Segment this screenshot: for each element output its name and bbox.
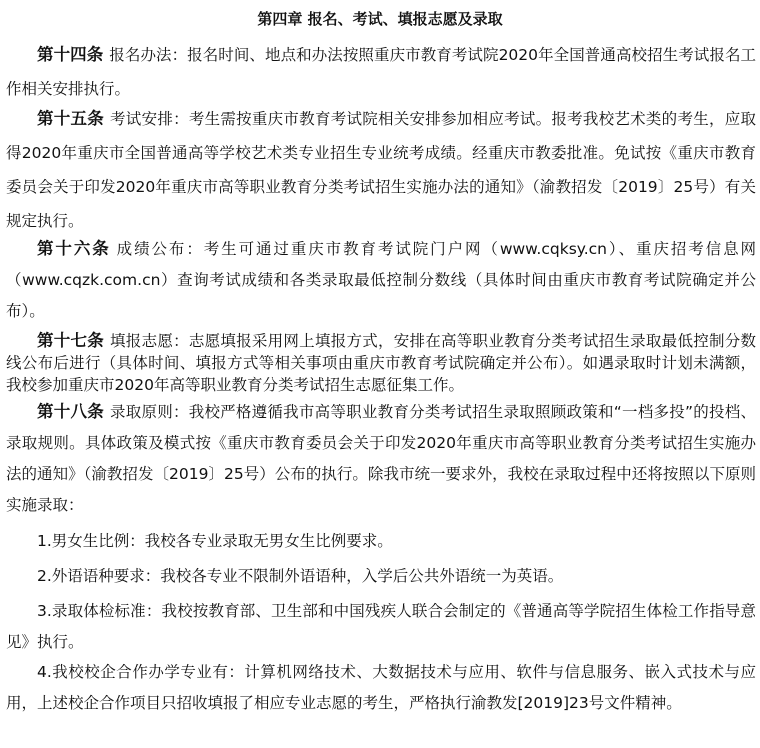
article-number: 第十六条 [37, 239, 111, 258]
article-text: 考试安排：考生需按重庆市教育考试院相关安排参加相应考试。报考我校艺术类的考生，应取得2020年重庆市全国普通高等学校艺术类专业招生专业统考成绩。经重庆市教委批准。免试按《重庆市教育委员会关于印发2020年重庆市高等职业教育分类考试招生实施办法的通知》（渝教招发〔2019〕25号）有关规定执行。 [6, 110, 756, 230]
chapter-title: 第四章 报名、考试、填报志愿及录取 [257, 10, 503, 28]
article-16 [6, 233, 756, 327]
article-text: 成绩公布：考生可通过重庆市教育考试院门户网（www.cqksy.cn）、重庆招考信息网（www.cqzk.com.cn）查询考试成绩和各类录取最低控制分数线（具体时间由重庆市教育考试院确定并公布）。 [6, 240, 757, 320]
item-text: 2.外语语种要求：我校各专业不限制外语语种，入学后公共外语统一为英语。 [37, 567, 564, 585]
article-text: 报名办法：报名时间、地点和办法按照重庆市教育考试院2020年全国普通高校招生考试报名工作相关安排执行。 [6, 46, 757, 98]
item-text: 4.我校校企合作办学专业有：计算机网络技术、大数据技术与应用、软件与信息服务、嵌入式技术与应用，上述校企合作项目只招收填报了相应专业志愿的考生，严格执行渝教发[2019]23号文件精神。 [6, 663, 756, 712]
article-14 [6, 38, 756, 106]
item-text: 1.男女生比例：我校各专业录取无男女生比例要求。 [37, 532, 393, 550]
article-text: 填报志愿：志愿填报采用网上填报方式，安排在高等职业教育分类考试招生录取最低控制分数线公布后进行（具体时间、填报方式等相关事项由重庆市教育考试院确定并公布）。如遇录取时计划未满额，我校参加重庆市2020年高等职业教育分类考试招生志愿征集工作。 [6, 332, 756, 394]
item-text: 3.录取体检标准：我校按教育部、卫生部和中国残疾人联合会制定的《普通高等学院招生体检工作指导意见》执行。 [6, 602, 756, 651]
list-item [6, 596, 756, 658]
article-number: 第十五条 [37, 109, 105, 128]
list-item [6, 526, 756, 557]
article-text: 录取原则：我校严格遵循我市高等职业教育分类考试招生录取照顾政策和“一档多投”的投档、录取规则。具体政策及模式按《重庆市教育委员会关于印发2020年重庆市高等职业教育分类考试招生实施办法的通知》（渝教招发〔2019〕25号）公布的执行。除我市统一要求外，我校在录取过程中还将按照以下原则实施录取： [6, 403, 756, 514]
list-item [6, 561, 756, 592]
article-number: 第十八条 [37, 402, 104, 421]
article-number: 第十四条 [37, 45, 104, 64]
article-18 [6, 396, 756, 521]
article-number: 第十七条 [37, 331, 105, 350]
list-item [6, 657, 756, 719]
article-17 [6, 330, 756, 396]
article-15 [6, 102, 756, 238]
